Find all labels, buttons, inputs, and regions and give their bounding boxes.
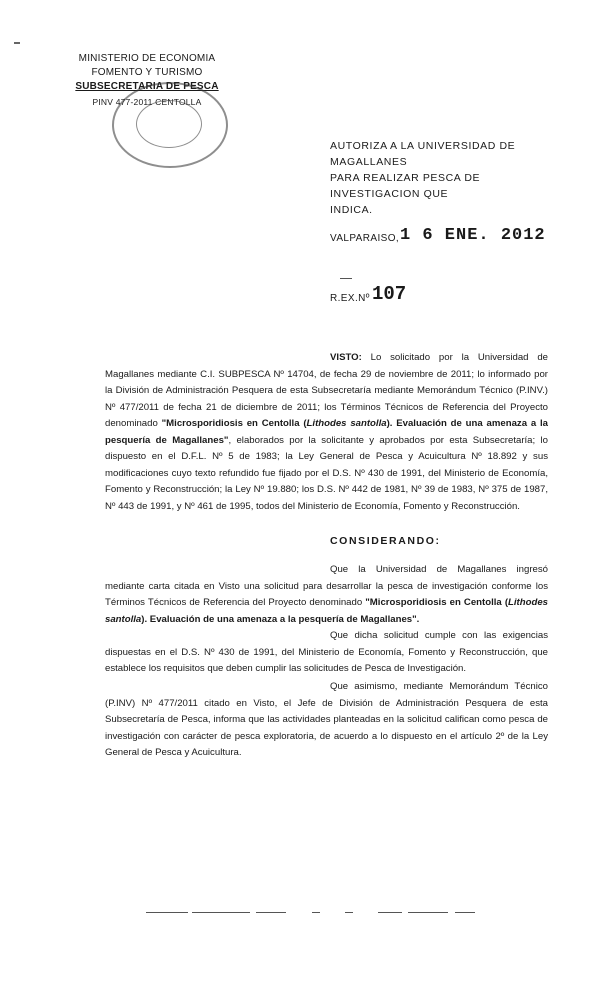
- considerando-1-lead: Que la Universidad de Magallanes ingresó: [330, 564, 548, 575]
- visto-project-b: ). Evaluación de una amenaza a la pesquería de Magallanes": [105, 418, 548, 446]
- footer-rule-2: [192, 912, 250, 913]
- considerando-paragraph-2: [105, 628, 548, 678]
- visto-project-a: "Microsporidiosis en Centolla (: [161, 418, 307, 429]
- considerando-paragraph-3: [105, 679, 548, 762]
- resolution-number: 107: [372, 283, 407, 305]
- subsecretaria-name: SUBSECRETARIA DE PESCA: [75, 81, 219, 92]
- title-line-1: AUTORIZA A LA UNIVERSIDAD DE MAGALLANES: [330, 140, 516, 168]
- stamped-date: 1 6 ENE. 2012: [400, 226, 546, 245]
- footer-rule-6: [378, 912, 402, 913]
- considerando-paragraph-1: [105, 562, 548, 628]
- margin-mark: [14, 42, 20, 44]
- visto-species: Lithodes santolla: [306, 418, 387, 429]
- considerando-3-lead: Que asimismo, mediante Memorándum Técnico: [330, 681, 548, 692]
- footer-rule-3: [256, 912, 286, 913]
- place-label: VALPARAISO,: [330, 233, 400, 244]
- footer-rule-1: [146, 912, 188, 913]
- considerando-3-text: (P.INV) Nº 477/2011 citado en Visto, el Jefe de División de Administración Pesquera de esta Subsecretaría de Pesca, informa que las actividades planteadas en la solicitud califican como pesca de investigación con carácter de pesca exploratoria, de acuerdo a lo dispuesto en el artículo 2º de la Ley General de Pesca y Acuicultura.: [105, 697, 548, 758]
- visto-text-a: Lo solicitado por la Universidad de Magallanes mediante C.I. SUBPESCA Nº 14704, de fecha 29 de noviembre de 2011; lo informado por la División de Administración Pesquera de esta Subsecretaría mediante Memorándum Técnico (P.INV.) Nº 477/2011 de fecha 21 de diciembre de 2011; los Términos Técnicos de Referencia del Proyecto denominado: [105, 352, 548, 429]
- footer-rule-5: [345, 912, 353, 913]
- considerando-1-project-b: ). Evaluación de una amenaza a la pesquería de Magallanes".: [141, 613, 420, 625]
- considerando-1-project-a: "Microsporidiosis en Centolla (: [365, 597, 509, 608]
- considerando-2-text: dispuestas en el D.S. Nº 430 de 1991, del Ministerio de Economía, Fomento y Reconstrucción, que establece los requisitos que deben cumplir las solicitudes de Pesca de Investigación.: [105, 646, 548, 674]
- visto-text-b: , elaborados por la solicitante y aprobados por esta Subsecretaría; lo dispuesto en el D.F.L. Nº 5 de 1983; la Ley General de Pesca y Acuicultura Nº 18.892 y sus modificaciones cuyo texto refundido fue fijado por el D.S. Nº 430 de 1991, del Ministerio de Economía, Fomento y Reconstrucción; la Ley Nº 19.880; los D.S. Nº 442 de 1981, Nº 39 de 1983, Nº 375 de 1987, Nº 443 de 1991, y Nº 461 de 1995, todos del Ministerio de Economía, Fomento y Reconstrucción.: [105, 434, 548, 512]
- considerando-heading: CONSIDERANDO:: [330, 535, 441, 547]
- resolution-title: [330, 138, 570, 218]
- footer-rule-4: [312, 912, 320, 913]
- visto-paragraph: [105, 350, 548, 515]
- title-line-2: PARA REALIZAR PESCA DE INVESTIGACION QUE: [330, 172, 481, 200]
- considerando-1-text: mediante carta citada en Visto una solicitud para desarrollar la pesca de investigación conforme los Términos Técnicos de Referencia del Proyecto denominado: [105, 580, 548, 608]
- resolution-label: R.EX.Nº: [330, 293, 370, 304]
- official-stamp: [112, 82, 228, 168]
- number-mark: [340, 278, 352, 279]
- visto-heading: VISTO:: [330, 352, 362, 363]
- considerando-2-lead: Que dicha solicitud cumple con las exigencias: [330, 630, 548, 641]
- considerando-1-species: Lithodes santolla: [105, 597, 548, 625]
- footer-rule-8: [455, 912, 475, 913]
- title-line-3: INDICA.: [330, 204, 373, 216]
- stamp-inner-ring: [136, 100, 202, 148]
- footer-rule-7: [408, 912, 448, 913]
- ministry-subname: FOMENTO Y TURISMO: [91, 67, 203, 78]
- ministry-name: MINISTERIO DE ECONOMIA: [78, 53, 216, 64]
- reference-code: PINV 477-2011 CENTOLLA: [92, 97, 202, 107]
